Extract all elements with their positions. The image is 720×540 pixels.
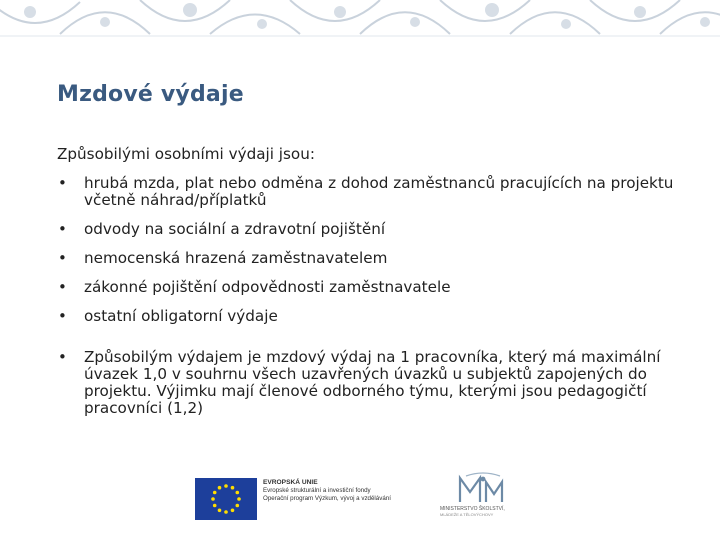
- list-item: [57, 349, 677, 417]
- eu-heading: EVROPSKÁ UNIE: [263, 479, 318, 486]
- bullet-icon: •: [58, 220, 67, 238]
- list-item: [57, 175, 677, 209]
- eu-stars-icon: [195, 478, 257, 520]
- banner-pattern-icon: [0, 0, 720, 40]
- msmt-mark-icon: [440, 472, 525, 506]
- bullet-icon: •: [58, 249, 67, 267]
- bullet-icon: •: [58, 348, 67, 366]
- footer-logos: [195, 472, 535, 522]
- bullet-icon: •: [58, 278, 67, 296]
- bullet-text: odvody na sociální a zdravotní pojištění: [84, 220, 386, 238]
- bullet-text: Způsobilým výdajem je mzdový výdaj na 1 pracovníka, který má maximální úvazek 1,0 v souhrnu všech uzavřených úvazků u subjektů zapojených do projektu. Výjimku mají členové odborného týmu, kterými jsou pedagogičtí pracovníci (1,2): [84, 348, 661, 417]
- bullet-text: zákonné pojištění odpovědnosti zaměstnavatele: [84, 278, 451, 296]
- list-item: [57, 279, 677, 296]
- bullet-text: hrubá mzda, plat nebo odměna z dohod zaměstnanců pracujících na projektu včetně náhrad/příplatků: [84, 174, 674, 209]
- bullet-icon: •: [58, 174, 67, 192]
- eu-flag-icon: [195, 478, 257, 520]
- eu-line-2: Operační program Výzkum, vývoj a vzdělávání: [263, 495, 391, 502]
- ministry-name-line: MINISTERSTVO ŠKOLSTVÍ,: [440, 506, 505, 512]
- list-item: [57, 221, 677, 238]
- list-item: [57, 250, 677, 267]
- list-item: [57, 308, 677, 325]
- bullet-text: nemocenská hrazená zaměstnavatelem: [84, 249, 388, 267]
- intro-text: Způsobilými osobními výdaji jsou:: [57, 145, 315, 163]
- slide-content: [57, 146, 677, 429]
- msmt-logo-icon: [440, 472, 525, 522]
- bullet-list: [57, 175, 677, 417]
- eu-line-1: Evropské strukturální a investiční fondy: [263, 487, 371, 494]
- decorative-header-banner: [0, 0, 720, 40]
- slide-title: Mzdové výdaje: [57, 82, 244, 107]
- ministry-sub-line: MLÁDEŽE A TĚLOVÝCHOVY: [440, 512, 494, 517]
- ministry-name: [440, 506, 530, 518]
- bullet-text: ostatní obligatorní výdaje: [84, 307, 278, 325]
- bullet-icon: •: [58, 307, 67, 325]
- eu-program-text: [263, 479, 438, 503]
